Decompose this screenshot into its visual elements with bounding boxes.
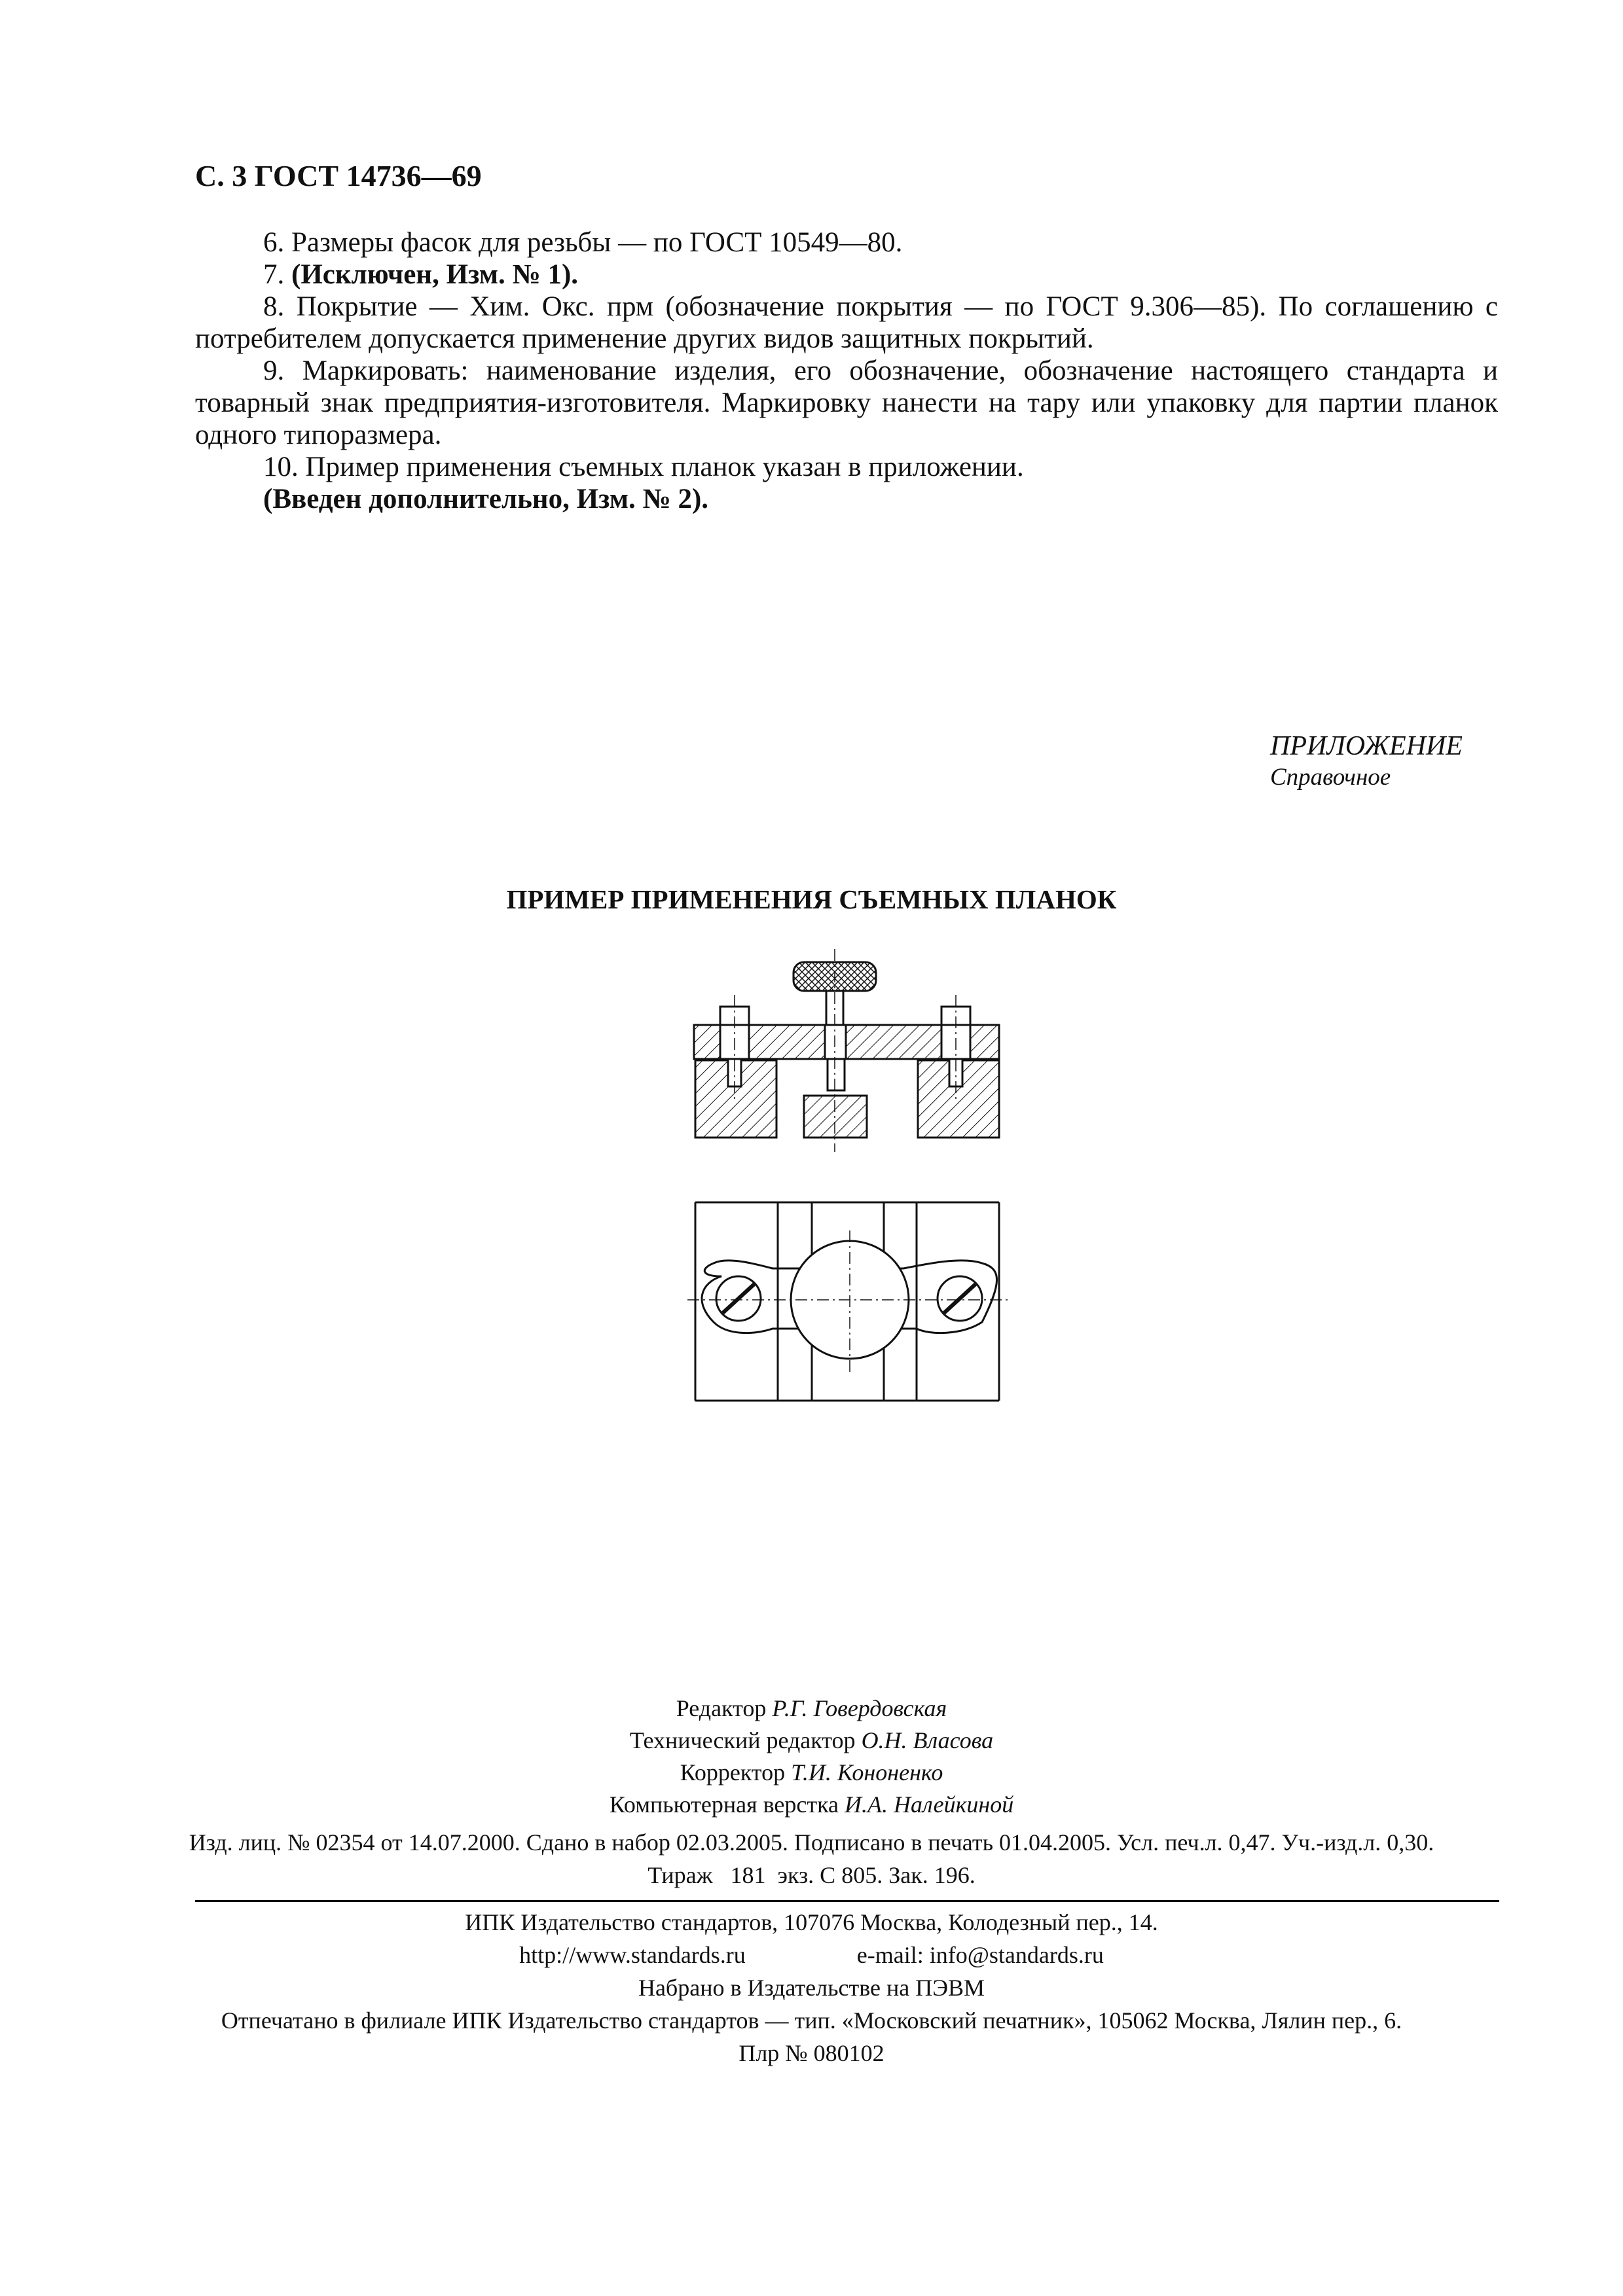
tech-editor-line: Технический редактор О.Н. Власова <box>629 1727 994 1753</box>
website-link[interactable]: http://www.standards.ru <box>519 1942 746 1968</box>
item-10-note: (Введен дополнительно, Изм. № 2). <box>263 484 709 514</box>
corrector-line: Корректор Т.И. Кононенко <box>680 1759 943 1785</box>
appendix-type: Справочное <box>1270 764 1391 791</box>
document-body <box>195 226 1498 515</box>
footer-line-4: Отпечатано в филиале ИПК Издательство стандартов — тип. «Московский печатник», 105062 Москва, Лялин пер., 6. <box>221 2007 1402 2034</box>
footer-contacts <box>0 1939 1623 1971</box>
item-9: 9. Маркировать: наименование изделия, его обозначение, обозначение настоящего стандарта и товарный знак предприятия-изготовителя. Маркировку нанести на тару или упаковку для партии планок одного типоразмера. <box>195 355 1498 450</box>
appendix-title: ПРИЛОЖЕНИЕ <box>1270 731 1463 761</box>
publication-line-2: Тираж 181 экз. С 805. Зак. 196. <box>647 1862 976 1888</box>
technical-drawing <box>681 949 1048 1420</box>
footer-line-3: Набрано в Издательстве на ПЭВМ <box>638 1975 985 2001</box>
footer <box>0 1906 1623 2070</box>
item-7: 7. (Исключен, Изм. № 1). <box>263 259 579 290</box>
figure-title: ПРИМЕР ПРИМЕНЕНИЯ СЪЕМНЫХ ПЛАНОК <box>506 884 1117 914</box>
publication-info <box>0 1826 1623 1892</box>
page-header: С. 3 ГОСТ 14736—69 <box>195 159 482 192</box>
editor-line: Редактор Р.Г. Говердовская <box>676 1695 947 1721</box>
footer-divider <box>195 1900 1499 1902</box>
layout-line: Компьютерная верстка И.А. Налейкиной <box>609 1791 1014 1818</box>
item-10: 10. Пример применения съемных планок указан в приложении. <box>263 452 1024 482</box>
publication-line-1: Изд. лиц. № 02354 от 14.07.2000. Сдано в набор 02.03.2005. Подписано в печать 01.04.2005. Усл. печ.л. 0,47. Уч.-изд.л. 0,30. <box>189 1829 1434 1856</box>
appendix-label <box>1270 730 1463 791</box>
footer-line-5: Плр № 080102 <box>739 2040 884 2066</box>
credits <box>0 1693 1623 1821</box>
email-link[interactable]: e-mail: info@standards.ru <box>856 1942 1104 1968</box>
footer-line-1: ИПК Издательство стандартов, 107076 Москва, Колодезный пер., 14. <box>465 1909 1158 1935</box>
workpiece <box>804 1096 867 1138</box>
item-8: 8. Покрытие — Хим. Окс. прм (обозначение покрытия — по ГОСТ 9.306—85). По соглашению с потребителем допускается применение других видов защитных покрытий. <box>195 291 1498 354</box>
item-6: 6. Размеры фасок для резьбы — по ГОСТ 10549—80. <box>263 227 903 258</box>
